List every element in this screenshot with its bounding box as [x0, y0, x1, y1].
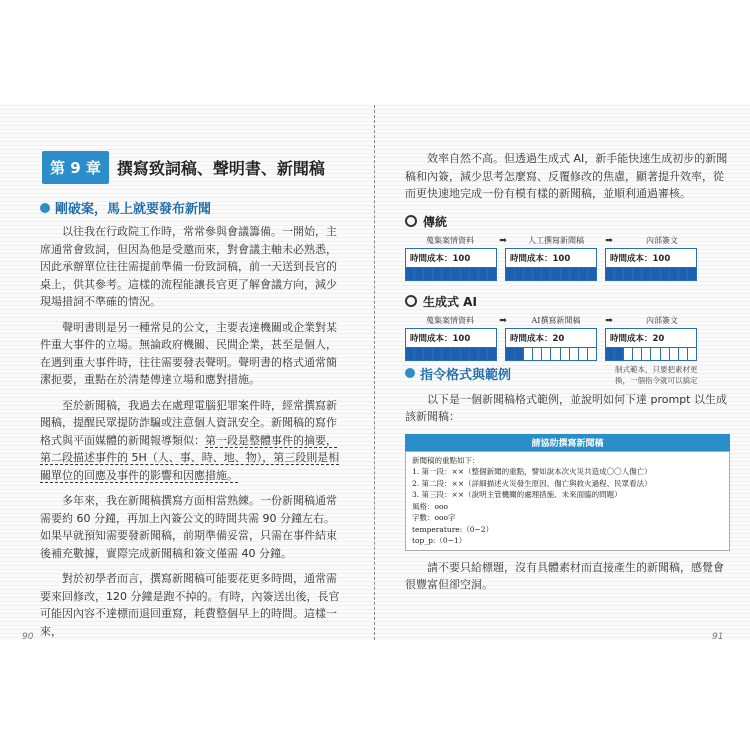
- paragraph-top: 效率自然不高。但透過生成式 AI，新手能快速生成初步的新聞稿和內簽，減少思考怎麼寫、反覆修改的焦慮，顯著提升效率，從而更快速地完成一份有模有樣的新聞稿，並順利通過審核。: [405, 152, 728, 200]
- time-cost-cell: [606, 268, 615, 280]
- time-cost-cell: [670, 268, 679, 280]
- time-cost-cell: [679, 268, 688, 280]
- time-cost-bar: [506, 268, 596, 280]
- time-cost-cell: [633, 348, 642, 360]
- time-cost-label: 時間成本：20: [506, 329, 596, 348]
- time-cost-cell: [533, 348, 542, 360]
- flow-traditional-label: 傳統: [423, 214, 448, 229]
- time-cost-bar: [406, 268, 496, 280]
- chapter-title: 撰寫致詞稿、聲明書、新聞稿: [116, 158, 325, 178]
- section-heading-1: [40, 198, 342, 217]
- highlighted-text: 第一段是整體事件的摘要，第二段描述事件的 5H（人、事、時、地、物），第三段則是相關單位的回應及事件的影響和因應措施。: [40, 433, 340, 482]
- flow-traditional-boxes: [405, 248, 730, 281]
- step-label: 人工撰寫新聞稿: [528, 236, 584, 245]
- time-cost-cell: [479, 348, 488, 360]
- time-cost-cell: [461, 348, 470, 360]
- page-number-right: 91: [712, 632, 724, 642]
- time-cost-cell: [661, 268, 670, 280]
- time-cost-cell: [442, 268, 451, 280]
- time-cost-cell: [542, 348, 551, 360]
- flow-ai-label: 生成式 AI: [423, 294, 477, 309]
- step-label: 內部簽文: [646, 316, 678, 325]
- time-cost-cell: [433, 268, 442, 280]
- paragraph-3: [22, 397, 342, 485]
- step-label: AI撰寫新聞稿: [531, 316, 581, 325]
- flow-ai-boxes: [405, 328, 730, 361]
- time-cost-cell: [451, 268, 460, 280]
- paragraph-3-text: 至於新聞稿，我過去在處理電腦犯罪案件時，經常撰寫新聞稿，提醒民眾提防詐騙或注意個人資訊安全。新聞稿的寫作格式與平面媒體的新聞報導類似：: [40, 398, 337, 447]
- time-cost-box: [605, 328, 697, 361]
- time-cost-box: [605, 248, 697, 281]
- paragraph-2: 聲明書則是另一種常見的公文，主要表達機關或企業對某件重大事件的立場。無論政府機關、民間企業，甚至是個人，在遇到重大事件時，往往需要發表聲明。聲明書的格式通常簡潔扼要，重點在於清楚傳達立場和應對措施。: [40, 320, 337, 386]
- section-heading-1-text: 剛破案，馬上就要發布新聞: [55, 202, 212, 217]
- time-cost-cell: [570, 348, 579, 360]
- time-cost-box: [505, 248, 597, 281]
- time-cost-box: [405, 328, 497, 361]
- time-cost-bar: [606, 268, 696, 280]
- time-cost-cell: [470, 348, 479, 360]
- time-cost-cell: [515, 348, 524, 360]
- time-cost-cell: [561, 268, 570, 280]
- ring-icon: [405, 295, 417, 307]
- time-cost-cell: [551, 268, 560, 280]
- prompt-line: 2. 第二段：××（詳細描述火災發生原因、傷亡與救火過程、民眾看法）: [412, 478, 652, 488]
- time-cost-cell: [688, 348, 696, 360]
- paragraph-4: 多年來，我在新聞稿撰寫方面相當熟練。一份新聞稿通常需要約 60 分鐘，再加上內簽公文的時間共需 90 分鐘左右。如果早就預知需要發新聞稿，前期準備妥當，只需在事件結束後補充數據，實際完成新聞稿和簽文僅需 40 分鐘。: [40, 494, 337, 560]
- time-cost-cell: [615, 348, 624, 360]
- prompt-line: 1. 第一段：××（整個新聞的重點，譬如說本次火災共造成〇〇人傷亡）: [412, 467, 652, 476]
- time-cost-label: 時間成本：100: [406, 329, 496, 348]
- time-cost-cell: [561, 348, 570, 360]
- book-spine: [374, 105, 375, 640]
- time-cost-bar: [406, 348, 496, 360]
- time-cost-cell: [415, 268, 424, 280]
- chapter-badge: 第 9 章: [42, 151, 109, 184]
- right-page: [405, 150, 730, 602]
- time-cost-cell: [406, 348, 415, 360]
- time-cost-cell: [624, 348, 633, 360]
- step-label: 內部簽文: [646, 236, 678, 245]
- prompt-line: 新聞稿的重點如下：: [412, 455, 480, 465]
- bullet-dot-icon: [40, 203, 50, 213]
- step-label: 蒐集案情資料: [426, 236, 474, 245]
- time-cost-box: [405, 248, 497, 281]
- time-cost-cell: [461, 268, 470, 280]
- time-cost-cell: [579, 348, 588, 360]
- time-cost-cell: [451, 348, 460, 360]
- time-cost-cell: [524, 268, 533, 280]
- chapter-header: [42, 150, 342, 184]
- time-cost-cell: [588, 268, 596, 280]
- prompt-line: top_p:（0~1）: [412, 536, 467, 545]
- time-cost-cell: [570, 268, 579, 280]
- time-cost-cell: [679, 348, 688, 360]
- time-cost-cell: [479, 268, 488, 280]
- time-cost-cell: [642, 348, 651, 360]
- time-cost-cell: [670, 348, 679, 360]
- arrow-right-icon: ➡: [605, 315, 613, 326]
- time-cost-cell: [406, 268, 415, 280]
- time-cost-cell: [488, 348, 496, 360]
- time-cost-cell: [470, 268, 479, 280]
- flow-traditional-title: [405, 213, 730, 230]
- time-cost-bar: [506, 348, 596, 360]
- time-cost-label: 時間成本：100: [506, 249, 596, 268]
- time-cost-cell: [488, 268, 496, 280]
- paragraph-mid: 以下是一個新聞稿格式範例，並說明如何下達 prompt 以生成該新聞稿：: [405, 392, 727, 423]
- time-cost-cell: [424, 348, 433, 360]
- prompt-line: 字數：ooo字: [412, 513, 456, 522]
- time-cost-label: 時間成本：100: [406, 249, 496, 268]
- flow-ai-title: [405, 293, 730, 310]
- time-cost-cell: [506, 348, 515, 360]
- time-cost-cell: [524, 348, 533, 360]
- prompt-box-title: 請協助撰寫新聞稿: [405, 434, 730, 451]
- arrow-right-icon: ➡: [499, 235, 507, 246]
- time-cost-cell: [442, 348, 451, 360]
- left-page: [22, 150, 342, 648]
- time-cost-cell: [515, 268, 524, 280]
- arrow-right-icon: ➡: [499, 315, 507, 326]
- time-cost-bar: [606, 348, 696, 360]
- time-cost-cell: [579, 268, 588, 280]
- time-cost-cell: [606, 348, 615, 360]
- time-cost-cell: [615, 268, 624, 280]
- paragraph-1: 以往我在行政院工作時，常常參與會議籌備。一開始，主席通常會致詞，但因為他是受邀而來，對會議主軸未必熟悉，因此承辦單位往往需提前準備一份致詞稿，前一天送到長官的桌上，供其參考。這樣的流程能讓長官更了解會議方向，減少現場措詞不準確的情況。: [40, 225, 337, 308]
- page-number-left: 90: [22, 632, 34, 642]
- arrow-right-icon: ➡: [605, 235, 613, 246]
- time-cost-cell: [588, 348, 596, 360]
- prompt-line: 風格：ooo: [412, 501, 449, 511]
- time-cost-cell: [551, 348, 560, 360]
- time-cost-cell: [542, 268, 551, 280]
- time-cost-cell: [688, 268, 696, 280]
- flow-traditional-steps: [405, 234, 730, 248]
- time-cost-cell: [633, 268, 642, 280]
- time-cost-cell: [415, 348, 424, 360]
- paragraph-end: 請不要只給標題，沒有具體素材而直接產生的新聞稿，感覺會很豐富但卻空洞。: [405, 560, 724, 591]
- step-label: 蒐集案情資料: [426, 316, 474, 325]
- prompt-line: 3. 第三段：××（說明主管機關的處理措施、未來面臨的問題）: [412, 490, 622, 499]
- flow-note: 制式範本，只要把素材更換，一個指令就可以搞定: [615, 364, 698, 385]
- bullet-dot-icon: [405, 368, 415, 378]
- time-cost-cell: [651, 348, 660, 360]
- time-cost-label: 時間成本：20: [606, 329, 696, 348]
- time-cost-cell: [424, 268, 433, 280]
- paragraph-5: 對於初學者而言，撰寫新聞稿可能要花更多時間，通常需要來回修改，120 分鐘是跑不掉的。有時，內簽送出後，長官可能因內容不達標而退回重寫，耗費整個早上的時間。這樣一來，: [40, 572, 340, 638]
- time-cost-cell: [661, 348, 670, 360]
- time-cost-box: [505, 328, 597, 361]
- ring-icon: [405, 215, 417, 227]
- time-cost-cell: [624, 268, 633, 280]
- time-cost-cell: [433, 348, 442, 360]
- time-cost-cell: [651, 268, 660, 280]
- flow-ai-steps: [405, 314, 730, 328]
- time-cost-label: 時間成本：100: [606, 249, 696, 268]
- time-cost-cell: [642, 268, 651, 280]
- time-cost-cell: [506, 268, 515, 280]
- prompt-line: temperature:（0~2）: [412, 524, 494, 534]
- section-heading-2-text: 指令格式與範例: [420, 367, 512, 383]
- prompt-box: [405, 451, 730, 551]
- time-cost-cell: [533, 268, 542, 280]
